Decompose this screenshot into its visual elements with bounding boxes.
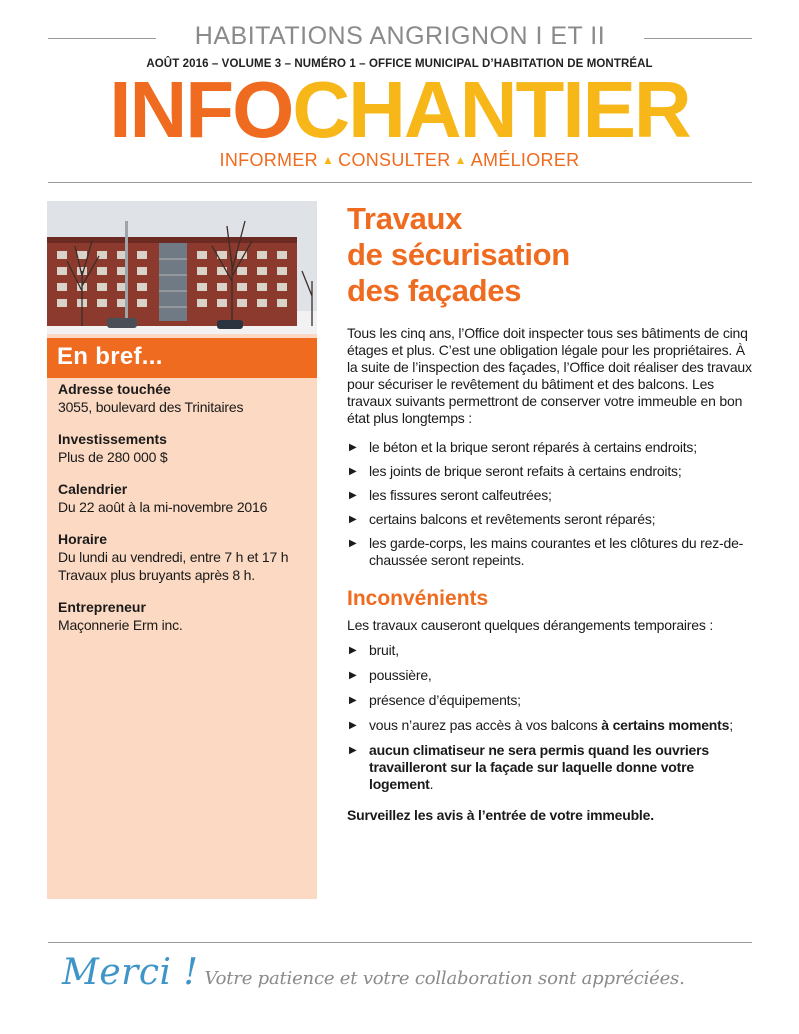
brief-item-calendrier <box>58 480 310 516</box>
brief-label: Horaire <box>58 531 108 547</box>
brief-item-horaire <box>58 530 310 584</box>
footer-thanks <box>62 952 762 996</box>
brief-item-investissements <box>58 430 310 466</box>
list-item: ▶ présence d’équipements; <box>349 692 521 708</box>
en-bref-list <box>58 380 310 648</box>
brief-item-entrepreneur <box>58 598 310 634</box>
bullet-arrow-icon: ▶ <box>349 514 357 525</box>
main-article <box>347 201 757 823</box>
bullet-arrow-icon: ▶ <box>349 442 357 453</box>
list-item: ▶ vous n’aurez pas accès à vos balcons à certains moments; <box>349 717 733 733</box>
bullet-arrow-icon: ▶ <box>349 538 357 549</box>
publication-header <box>48 22 752 56</box>
list-item: ▶ les garde-corps, les mains courantes et les clôtures du rez-de-chaussée seront repeints. <box>349 535 744 568</box>
publication-subtitle: HABITATIONS ANGRIGNON I ET II <box>194 22 606 50</box>
merci-message: Votre patience et votre collaboration sont appréciées. <box>204 968 685 989</box>
brief-value: Maçonnerie Erm inc. <box>58 617 183 633</box>
list-item: ▶ le béton et la brique seront réparés à certains endroits; <box>349 439 697 455</box>
article-title-line: Travaux <box>347 201 463 236</box>
list-item: ▶ certains balcons et revêtements seront réparés; <box>349 511 656 527</box>
brief-value: 3055, boulevard des Trinitaires <box>58 399 244 415</box>
issue-line: AOÛT 2016 – VOLUME 3 – NUMÉRO 1 – OFFICE MUNICIPAL D’HABITATION DE MONTRÉAL <box>146 58 653 70</box>
section-title-inconvenients: Inconvénients <box>347 587 489 610</box>
triangle-icon: ▲ <box>454 153 467 167</box>
works-list <box>347 439 757 569</box>
article-title <box>347 201 757 309</box>
list-item: ▶ poussière, <box>349 667 432 683</box>
brief-value: Travaux plus bruyants après 8 h. <box>58 567 255 583</box>
footer-divider <box>48 942 752 943</box>
brief-label: Calendrier <box>58 481 128 497</box>
brief-value: Du lundi au vendredi, entre 7 h et 17 h <box>58 549 289 565</box>
brief-label: Entrepreneur <box>58 599 146 615</box>
brief-value: Du 22 août à la mi-novembre 2016 <box>58 499 268 515</box>
masthead-info: INFO <box>109 65 293 154</box>
sidebar-en-bref <box>47 201 317 899</box>
article-title-line: de sécurisation <box>347 237 570 272</box>
list-item: ▶ aucun climatiseur ne sera permis quand les ouvriers travailleront sur la façade sur laquelle donne votre logement. <box>349 742 709 792</box>
brief-item-adresse <box>58 380 310 416</box>
tagline-word: CONSULTER <box>338 150 451 170</box>
bullet-arrow-icon: ▶ <box>349 490 357 501</box>
bullet-arrow-icon: ▶ <box>349 670 357 681</box>
bullet-arrow-icon: ▶ <box>349 645 357 656</box>
brief-value: Plus de 280 000 $ <box>58 449 168 465</box>
bullet-arrow-icon: ▶ <box>349 720 357 731</box>
bullet-arrow-icon: ▶ <box>349 695 357 706</box>
en-bref-title: En bref... <box>47 338 317 378</box>
section-intro: Les travaux causeront quelques dérangements temporaires : <box>347 617 714 633</box>
inconveniences-list <box>347 642 757 793</box>
brief-label: Investissements <box>58 431 167 447</box>
list-item: ▶ les joints de brique seront refaits à certains endroits; <box>349 463 682 479</box>
masthead-chantier: CHANTIER <box>292 65 690 154</box>
masthead <box>0 65 799 154</box>
tagline-word: INFORMER <box>219 150 318 170</box>
article-intro: Tous les cinq ans, l’Office doit inspecter tous ses bâtiments de cinq étages et plus. C’est une obligation légale pour les propriétaires. À la suite de l’inspection des façades, l’Office doit réaliser des travaux pour sécuriser le revêtement du bâtiment et des balcons. Les travaux suivants permettront de conserver votre immeuble en bon état plus longtemps : <box>347 325 752 426</box>
triangle-icon: ▲ <box>321 153 335 167</box>
merci-heading: Merci ! <box>62 952 199 993</box>
closing-note: Surveillez les avis à l’entrée de votre immeuble. <box>347 807 654 823</box>
tagline <box>0 150 799 171</box>
header-rule-right <box>644 38 752 39</box>
apartment-building-photo <box>47 201 317 334</box>
list-item: ▶ les fissures seront calfeutrées; <box>349 487 552 503</box>
list-item: ▶ bruit, <box>349 642 399 658</box>
tagline-word: AMÉLIORER <box>470 150 580 170</box>
header-divider <box>48 182 752 183</box>
article-title-line: des façades <box>347 273 522 308</box>
bullet-arrow-icon: ▶ <box>349 745 357 756</box>
bullet-arrow-icon: ▶ <box>349 466 357 477</box>
brief-label: Adresse touchée <box>58 381 171 397</box>
